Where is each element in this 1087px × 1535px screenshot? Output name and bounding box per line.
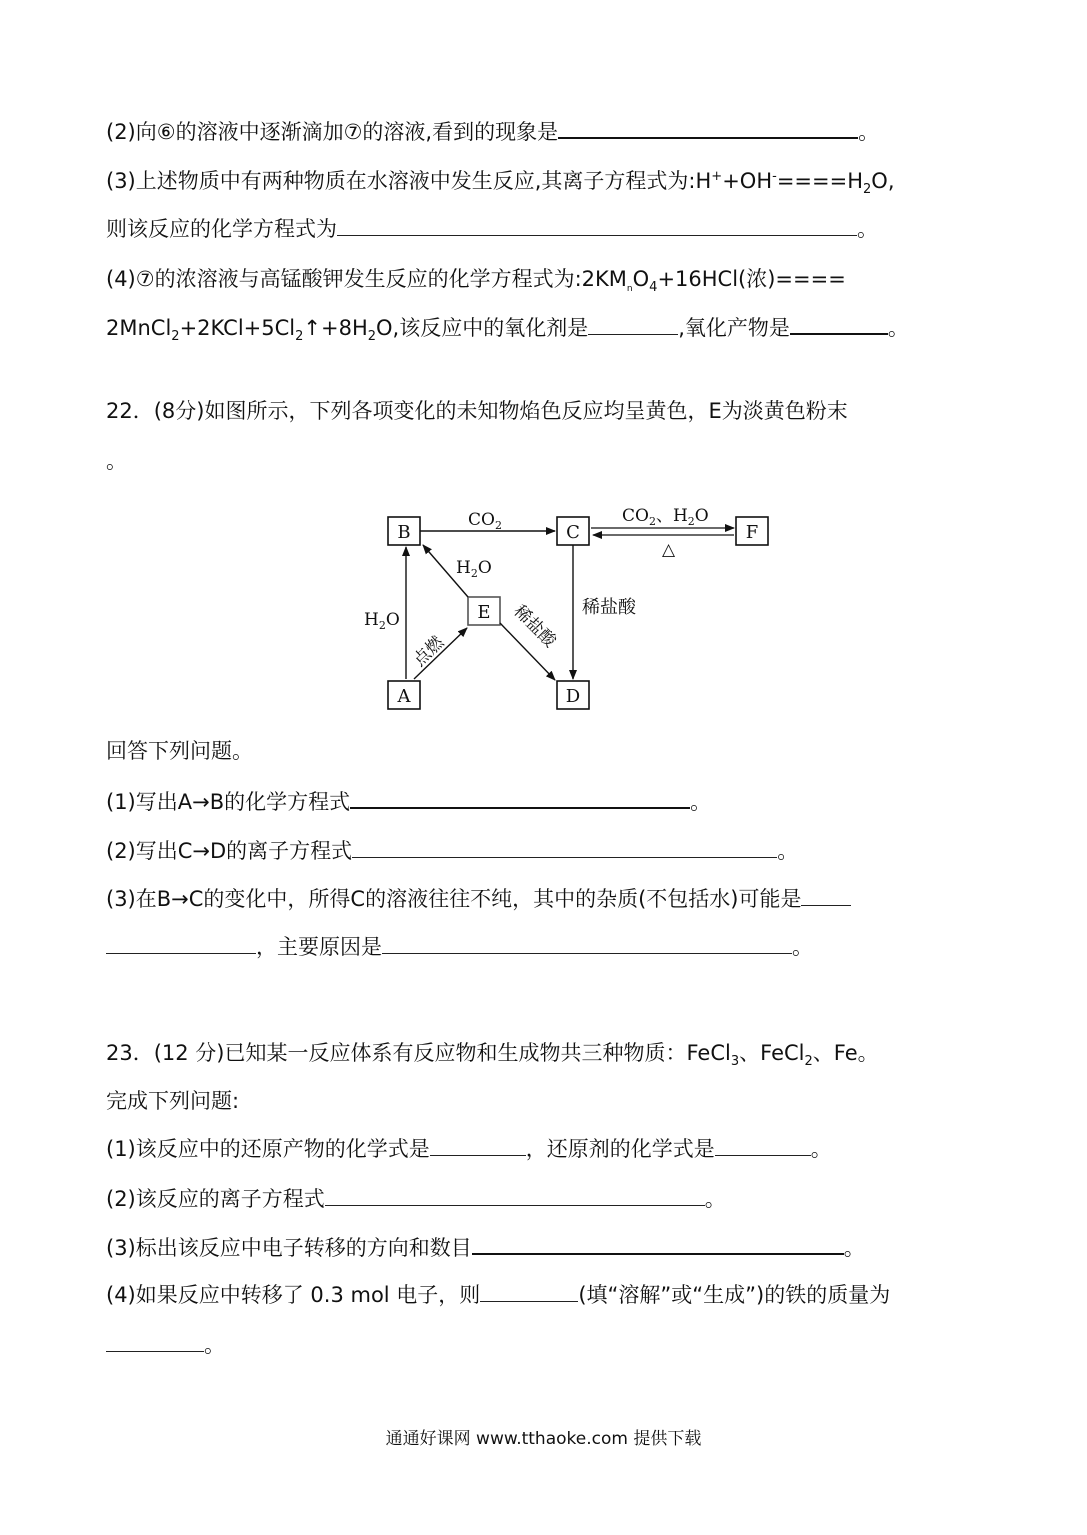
answer-blank[interactable] <box>325 1186 705 1206</box>
q22-title-end: 。 <box>106 449 127 473</box>
answer-blank[interactable] <box>480 1282 578 1302</box>
svg-text:H2O: $H_2O$ <box>364 610 400 632</box>
q23-subtitle: 完成下列问题: <box>106 1089 240 1113</box>
node-f-label: F <box>745 522 759 543</box>
answer-blank[interactable] <box>472 1234 844 1255</box>
svg-text:CO2、H2O: $CO_2$、$H_2O$ <box>622 506 709 528</box>
q23-title: 23．(12 分)已知某一反应体系有反应物和生成物共三种物质：FeCl$_3$、FeCl$_2$、Fe。 <box>106 1041 879 1070</box>
svg-text:稀盐酸: 稀盐酸 <box>582 597 636 618</box>
node-b-label: B <box>397 522 411 543</box>
svg-text:CO2: $CO_2$ <box>468 510 502 532</box>
q22-answer-prompt: 回答下列问题。 <box>106 739 253 763</box>
node-a-label: A <box>397 686 411 707</box>
reaction-diagram <box>350 495 790 725</box>
answer-blank[interactable] <box>801 886 851 906</box>
q21-part3-equation: 则该反应的化学方程式为 。 <box>106 217 878 241</box>
q22-part2: (2)写出C→D的离子方程式 。 <box>106 839 799 863</box>
answer-blank[interactable] <box>588 315 678 335</box>
answer-blank[interactable] <box>790 314 888 335</box>
answer-blank[interactable] <box>337 216 857 236</box>
answer-blank[interactable] <box>382 934 792 954</box>
q21-part3: (3)上述物质中有两种物质在水溶液中发生反应,其离子方程式为$:H^++OH^-====H_2O$, <box>106 169 895 198</box>
svg-text:稀盐酸: 稀盐酸 <box>509 601 560 652</box>
svg-text:点燃: 点燃 <box>409 632 448 671</box>
q21-part2: (2)向⑥的溶液中逐渐滴加⑦的溶液,看到的现象是 。 <box>106 120 880 144</box>
q23-part1: (1)该反应中的还原产物的化学式是 ，还原剂的化学式是 。 <box>106 1137 832 1161</box>
q23-part3: (3)标出该反应中电子转移的方向和数目 。 <box>106 1236 865 1260</box>
page-footer: 通通好课网 www.tthaoke.com 提供下载 <box>385 1429 702 1449</box>
q23-part2: (2)该反应的离子方程式 。 <box>106 1187 726 1211</box>
answer-blank[interactable] <box>106 1332 204 1352</box>
answer-blank[interactable] <box>430 1136 526 1156</box>
node-e-label: E <box>477 602 491 623</box>
svg-text:△: △ <box>662 540 676 560</box>
q22-title: 22．(8分)如图所示，下列各项变化的未知物焰色反应均呈黄色，E为淡黄色粉末 <box>106 399 848 423</box>
answer-blank[interactable] <box>106 934 256 954</box>
answer-blank[interactable] <box>350 788 690 809</box>
node-d-label: D <box>565 686 581 707</box>
q22-part1: (1)写出A→B的化学方程式 。 <box>106 790 712 814</box>
q23-part4: (4)如果反应中转移了 0.3 mol 电子，则 (填“溶解”或“生成”)的铁的质量为 <box>106 1283 891 1307</box>
q22-part3-cont: ，主要原因是 。 <box>106 934 813 960</box>
q23-part4-cont: 。 <box>106 1332 225 1358</box>
q21-part4: (4)⑦的浓溶液与高锰酸钾发生反应的化学方程式为$:2KM_nO_4+16HCl$(浓)==== <box>106 267 846 296</box>
q21-part4-cont: $2MnCl_2+2KCl+5Cl_2↑+8H_2O$,该反应中的氧化剂是 ,氧化产物是 。 <box>106 316 909 345</box>
node-c-label: C <box>566 522 580 543</box>
answer-blank[interactable] <box>558 118 858 139</box>
svg-text:H2O: $H_2O$ <box>456 558 492 580</box>
answer-blank[interactable] <box>715 1136 811 1156</box>
answer-blank[interactable] <box>352 838 777 858</box>
q22-part3: (3)在B→C的变化中，所得C的溶液往往不纯，其中的杂质(不包括水)可能是 <box>106 886 851 912</box>
